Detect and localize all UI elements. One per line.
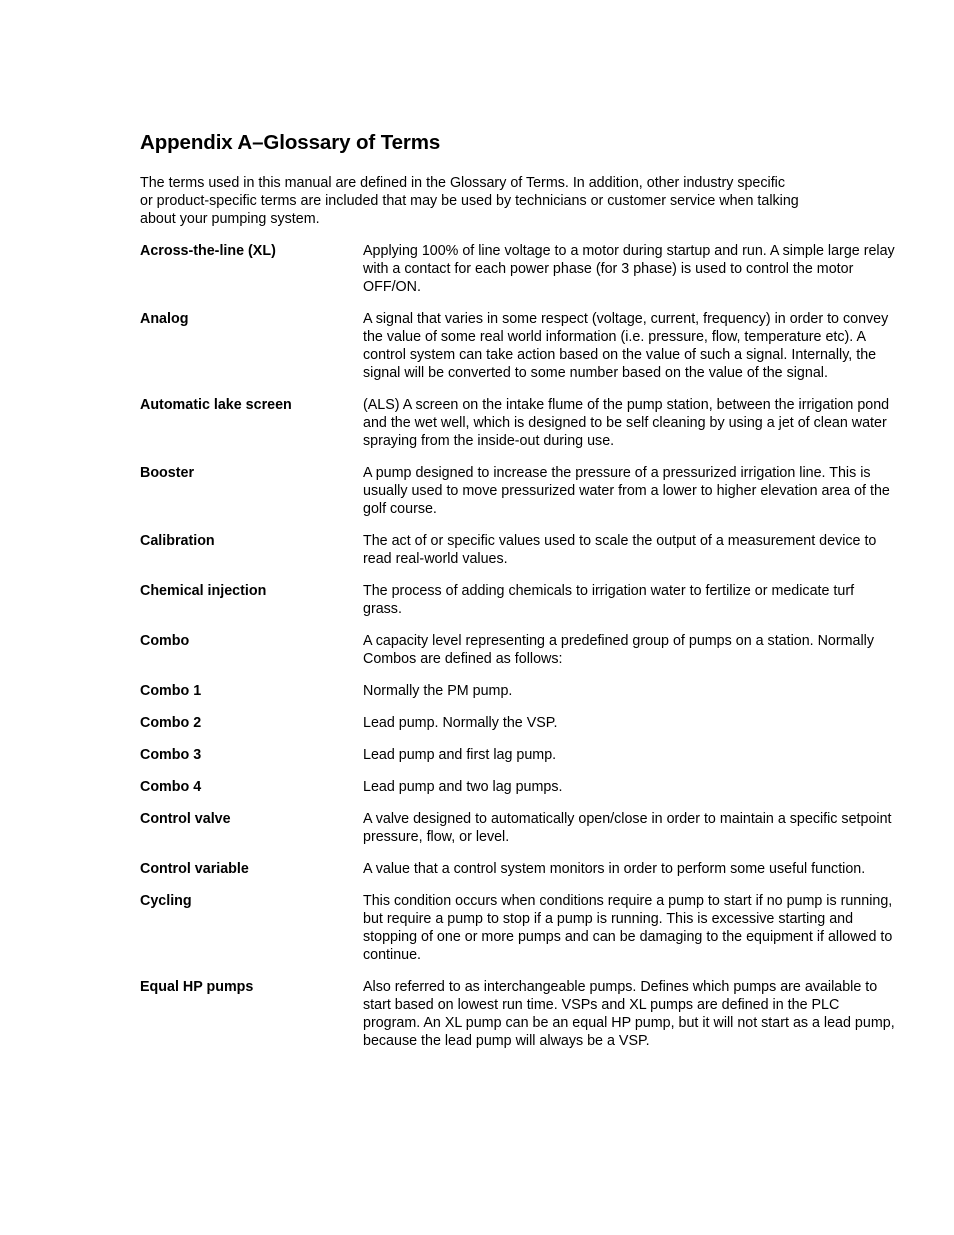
glossary-term: Combo 3 — [140, 747, 202, 764]
glossary-definition: A valve designed to automatically open/close in order to maintain a specific setpoint pressure, flow, or level. — [363, 811, 892, 846]
document-page — [140, 128, 900, 1064]
glossary-definition: A value that a control system monitors in order to perform some useful function. — [363, 861, 866, 878]
page-title: Appendix A–Glossary of Terms — [140, 131, 441, 154]
glossary-entry — [140, 532, 900, 568]
glossary-definition: A signal that varies in some respect (voltage, current, frequency) in order to convey the value of some real world information (i.e. pressure, flow, temperature etc). A control system can take action based on the value of such a signal. Internally, the signal will be converted to some number based on the value of the signal. — [363, 311, 889, 382]
glossary-definition: Also referred to as interchangeable pumps. Defines which pumps are available to start based on lowest run time. VSPs and XL pumps are defined in the PLC program. An XL pump can be an equal HP pump, but it will not start as a lead pump, because the lead pump will always be a VSP. — [363, 979, 895, 1050]
glossary-entry — [140, 464, 900, 518]
glossary-definition: The act of or specific values used to scale the output of a measurement device to read real-world values. — [363, 533, 877, 568]
glossary-entry — [140, 682, 900, 700]
glossary-term: Booster — [140, 465, 195, 482]
glossary-entry — [140, 778, 900, 796]
glossary-entry — [140, 310, 900, 382]
glossary-term: Analog — [140, 311, 189, 328]
glossary-term: Control variable — [140, 861, 249, 878]
glossary-term: Cycling — [140, 893, 192, 910]
glossary-definition: This condition occurs when conditions require a pump to start if no pump is running, but require a pump to stop if a pump is running. This is excessive starting and stopping of one or more pumps and can be damaging to the equipment if allowed to continue. — [363, 893, 893, 964]
glossary-definition: Normally the PM pump. — [363, 683, 513, 700]
glossary-term: Chemical injection — [140, 583, 267, 600]
glossary-entry — [140, 810, 900, 846]
glossary-definition: A capacity level representing a predefined group of pumps on a station. Normally Combos are defined as follows: — [363, 633, 875, 668]
glossary-term: Control valve — [140, 811, 231, 828]
glossary-definition: The process of adding chemicals to irrigation water to fertilize or medicate turf grass. — [363, 583, 855, 618]
glossary-term: Combo 4 — [140, 779, 202, 796]
glossary-term: Combo 2 — [140, 715, 202, 732]
glossary-term: Combo 1 — [140, 683, 202, 700]
glossary-entry — [140, 582, 900, 618]
glossary-definition: Applying 100% of line voltage to a motor during startup and run. A simple large relay with a contact for each power phase (for 3 phase) is used to control the motor OFF/ON. — [363, 243, 895, 296]
glossary-list — [140, 242, 900, 1050]
glossary-entry — [140, 892, 900, 964]
glossary-definition: Lead pump and two lag pumps. — [363, 779, 563, 796]
glossary-term: Calibration — [140, 533, 215, 550]
glossary-entry — [140, 978, 900, 1050]
glossary-term: Across-the-line (XL) — [140, 243, 276, 260]
glossary-entry — [140, 396, 900, 450]
glossary-definition: A pump designed to increase the pressure of a pressurized irrigation line. This is usually used to move pressurized water from a lower to higher elevation area of the golf course. — [363, 465, 890, 518]
intro-paragraph: The terms used in this manual are defined in the Glossary of Terms. In addition, other industry specific or product-specific terms are included that may be used by technicians or customer service when talking about your pumping system. — [140, 175, 799, 227]
glossary-definition: Lead pump. Normally the VSP. — [363, 715, 558, 732]
glossary-term: Combo — [140, 633, 190, 650]
glossary-term: Equal HP pumps — [140, 979, 254, 996]
glossary-entry — [140, 242, 900, 296]
glossary-entry — [140, 714, 900, 732]
glossary-entry — [140, 860, 900, 878]
glossary-entry — [140, 632, 900, 668]
glossary-definition: (ALS) A screen on the intake flume of the pump station, between the irrigation pond and the wet well, which is designed to be self cleaning by using a jet of clean water spraying from the inside-out during use. — [363, 397, 890, 450]
glossary-term: Automatic lake screen — [140, 397, 292, 414]
glossary-definition: Lead pump and first lag pump. — [363, 747, 557, 764]
glossary-entry — [140, 746, 900, 764]
